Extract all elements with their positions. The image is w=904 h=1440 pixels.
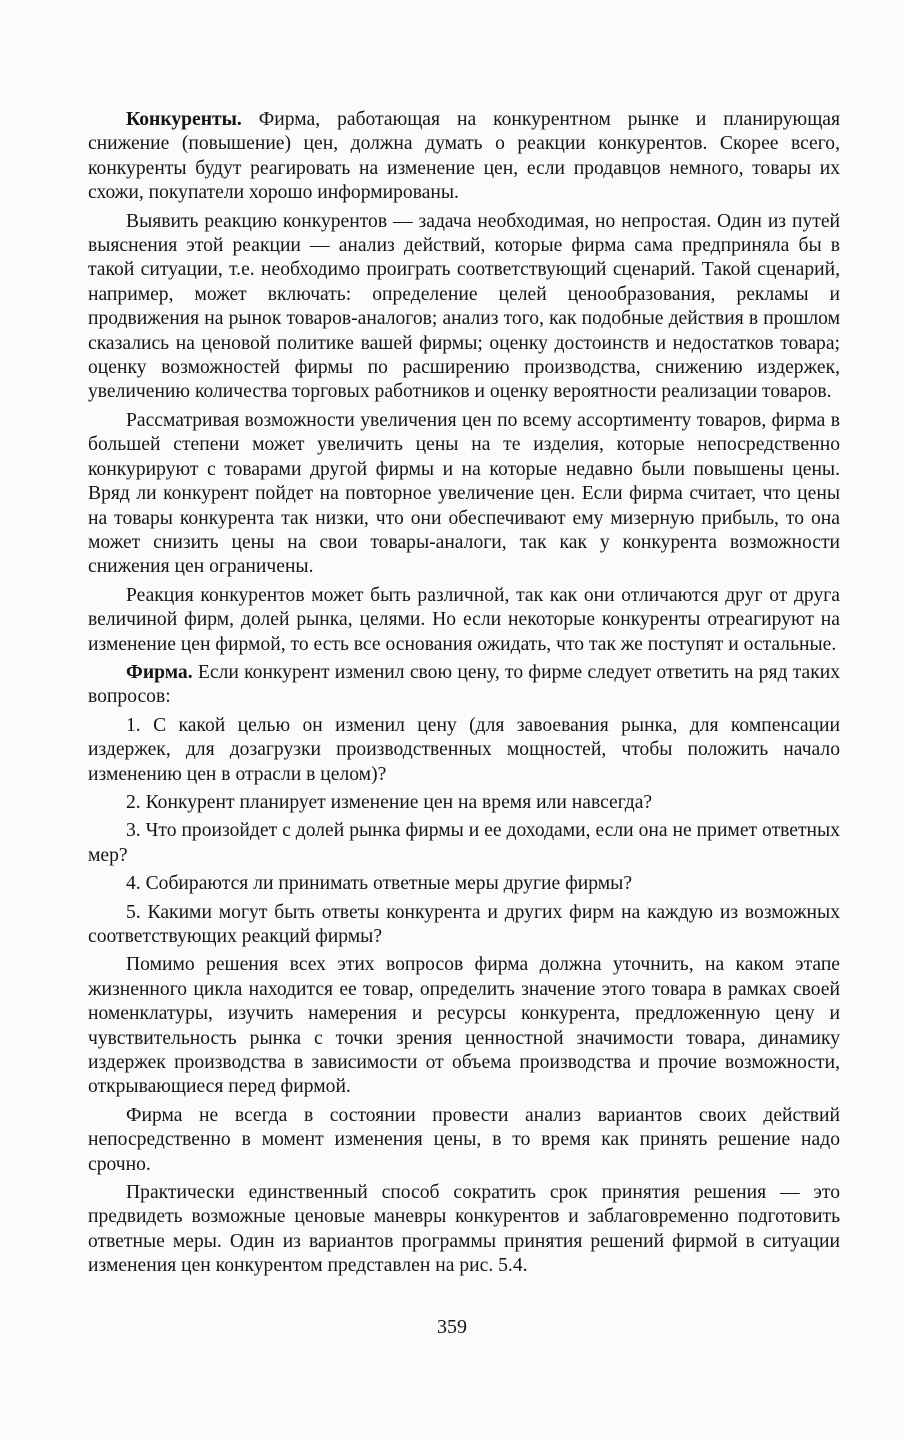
page-number: 359 — [437, 1316, 467, 1338]
paragraph: Рассматривая возможности увеличения цен по всему ассортименту товаров, фирма в большей степени может увеличить цены на те изделия, которые непосредственно конкурируют с товарами другой фирмы и на которые недавно были повышены цены. Вряд ли конкурент пойдет на повторное увеличение цен. Если фирма считает, что цены на товары конкурента так низки, что они обеспечивают ему мизерную прибыль, то она может снизить цены на свои товары-аналоги, так как у конкурента возможности снижения цен ограничены. — [88, 409, 840, 578]
page-body-text — [88, 108, 840, 1283]
question-item: 5. Какими могут быть ответы конкурента и других фирм на каждую из возможных соответствующих реакций фирмы? — [88, 901, 840, 947]
paragraph: Практически единственный способ сократить срок принятия решения — это предвидеть возможные ценовые маневры конкурентов и заблаговременно подготовить ответные меры. Один из вариантов программы принятия решений фирмой в ситуации изменения цен конкурентом представлен на рис. 5.4. — [88, 1182, 840, 1277]
paragraph-text: Фирма, работающая на конкурентном рынке и планирующая снижение (повышение) цен, должна думать о реакции конкурентов. Скорее всего, конкуренты будут реагировать на изменение цен, если продавцов немного, товары их схожи, покупатели хорошо информированы. — [88, 109, 840, 204]
paragraph: Выявить реакцию конкурентов — задача необходимая, но непростая. Один из путей выяснения этой реакции — анализ действий, которые фирма сама предприняла бы в такой ситуации, т.е. необходимо проиграть соответствующий сценарий. Такой сценарий, например, может включать: определение целей ценообразования, рекламы и продвижения на рынок товаров-аналогов; анализ того, как подобные действия в прошлом сказались на ценовой политике вашей фирмы; оценку достоинств и недостатков товара; оценку возможностей фирмы по расширению производства, снижению издержек, увеличению количества торговых работников и оценку вероятности реализации товаров. — [88, 210, 840, 403]
question-item: 3. Что произойдет с долей рынка фирмы и ее доходами, если она не примет ответных мер? — [88, 820, 840, 866]
paragraph-lead-competitors: Конкуренты. — [126, 109, 242, 130]
paragraph: Реакция конкурентов может быть различной, так как они отличаются друг от друга величиной фирм, долей рынка, целями. Но если некоторые конкуренты отреагируют на изменение цен фирмой, то есть все основания ожидать, что так же поступят и остальные. — [88, 584, 840, 655]
question-item: 1. С какой целью он изменил цену (для завоевания рынка, для компенсации издержек, для дозагрузки производственных мощностей, чтобы положить начало изменению цен в отрасли в целом)? — [88, 714, 840, 785]
paragraph-text: Если конкурент изменил свою цену, то фирме следует ответить на ряд таких вопросов: — [88, 661, 840, 708]
paragraph-firm — [88, 661, 840, 710]
question-item: 4. Собираются ли принимать ответные меры другие фирмы? — [126, 873, 633, 895]
question-item: 2. Конкурент планирует изменение цен на время или навсегда? — [126, 791, 653, 813]
paragraph-lead-firm: Фирма. — [126, 661, 193, 683]
paragraph: Помимо решения всех этих вопросов фирма должна уточнить, на каком этапе жизненного цикла находится ее товар, определить значение этого товара в рамках своей номенклатуры, изучить намерения и ресурсы конкурента, предложенную цену и чувствительность рынка с точки зрения ценностной значимости товара, динамику издержек производства в зависимости от объема производства и прочие возможности, открывающиеся перед фирмой. — [88, 954, 840, 1098]
paragraph-competitors — [88, 108, 840, 206]
paragraph: Фирма не всегда в состоянии провести анализ вариантов своих действий непосредственно в момент изменения цены, в то время как принять решение надо срочно. — [88, 1104, 840, 1175]
